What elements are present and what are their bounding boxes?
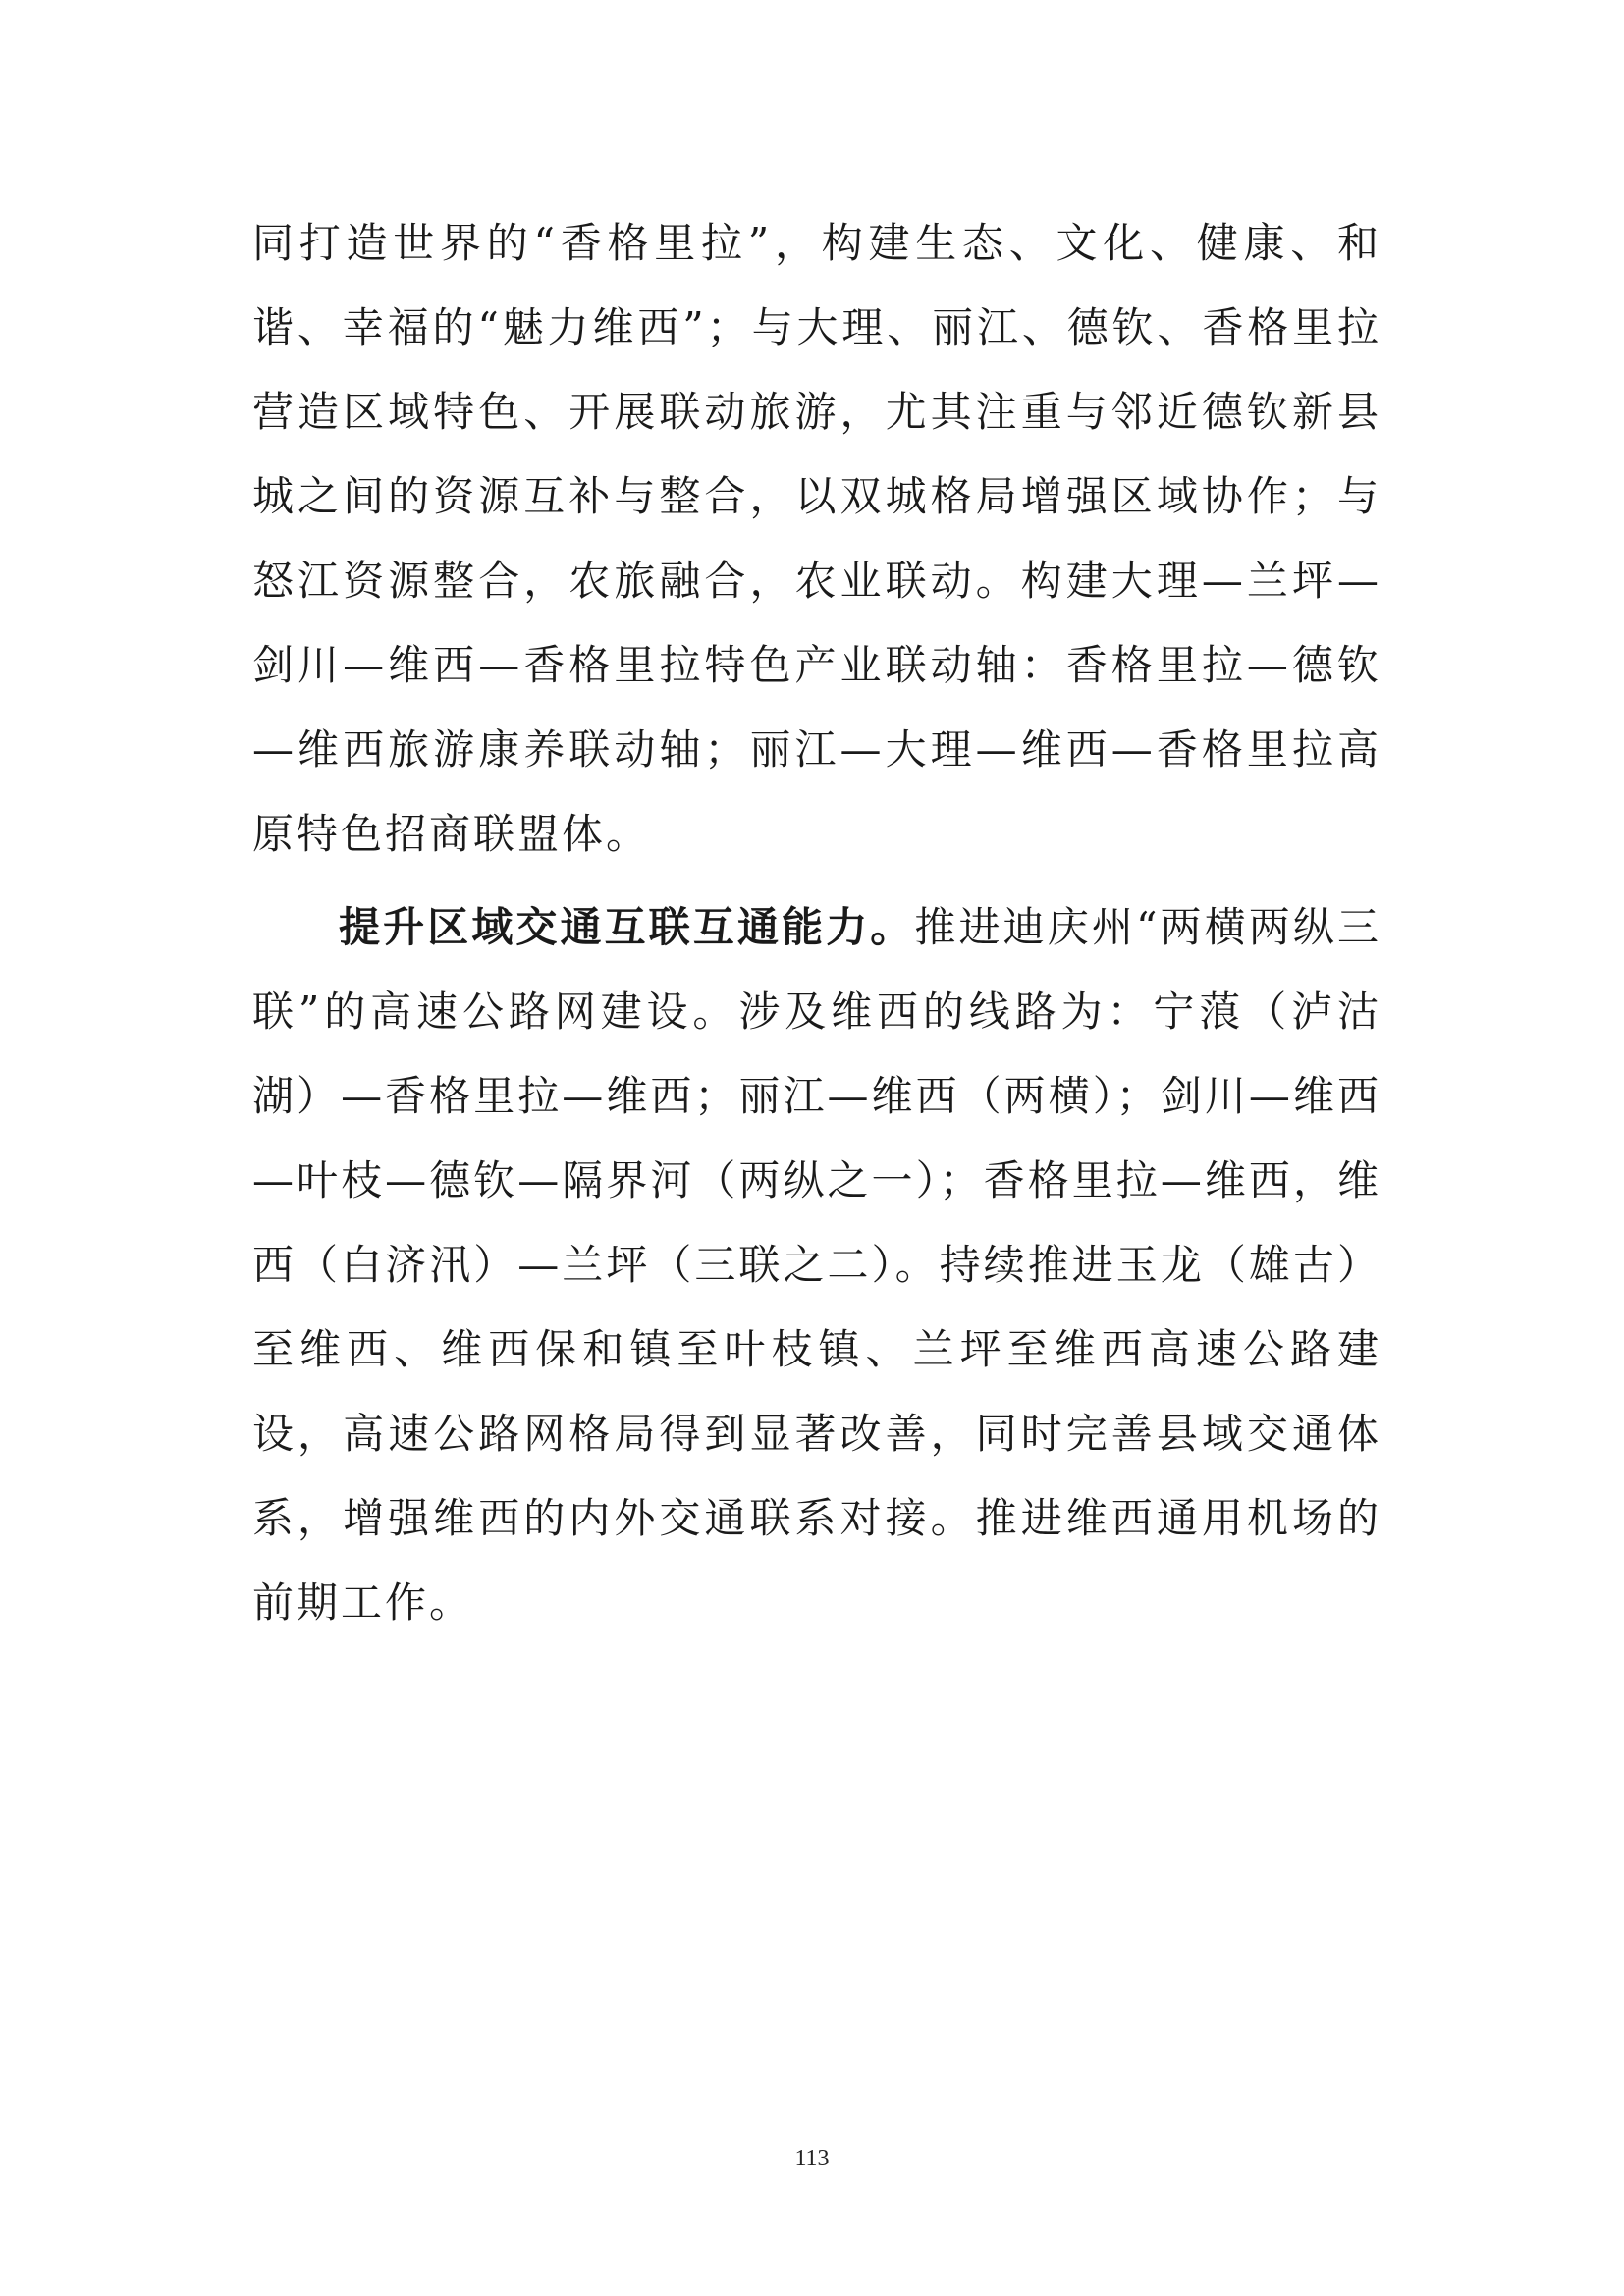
paragraph-heading: 提升区域交通互联互通能力。 <box>339 903 915 951</box>
page-number: 113 <box>794 2146 830 2171</box>
paragraph-transport-connectivity <box>252 885 1381 1645</box>
paragraph-body: 推进迪庆州“两横两纵三联”的高速公路网建设。涉及维西的线路为：宁蒗（泸沽湖）—香格里拉—维西；丽江—维西（两横）；剑川—维西—叶枝—德钦—隔界河（两纵之一）；香格里拉—维西，维西（白济汛）—兰坪（三联之二）。持续推进玉龙（雄古）至维西、维西保和镇至叶枝镇、兰坪至维西高速公路建设，高速公路网格局得到显著改善，同时完善县域交通体系，增强维西的内外交通联系对接。推进维西通用机场的前期工作。 <box>252 903 1381 1627</box>
paragraph-body: 同打造世界的“香格里拉”，构建生态、文化、健康、和谐、幸福的“魅力维西”；与大理、丽江、德钦、香格里拉营造区域特色、开展联动旅游，尤其注重与邻近德钦新县城之间的资源互补与整合，以双城格局增强区域协作；与怒江资源整合，农旅融合，农业联动。构建大理—兰坪—剑川—维西—香格里拉特色产业联动轴：香格里拉—德钦—维西旅游康养联动轴；丽江—大理—维西—香格里拉高原特色招商联盟体。 <box>252 219 1381 858</box>
paragraph-regional-cooperation <box>252 201 1381 877</box>
